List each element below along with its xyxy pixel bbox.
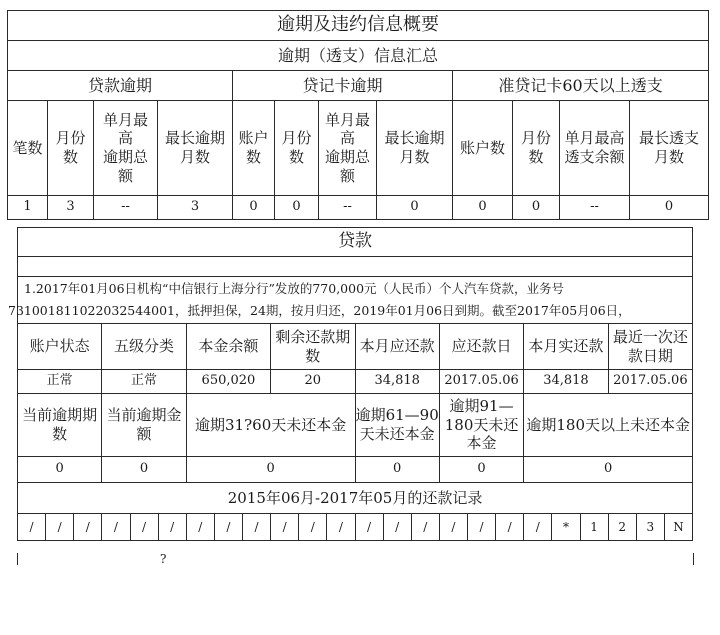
loan-header-cell: 剩余还款期数: [271, 324, 355, 370]
repayment-record-cell: 3: [636, 514, 664, 541]
summary-value-cell: --: [94, 196, 158, 220]
loan-header-cell: 账户状态: [18, 324, 102, 370]
overdue-value-cell: 0: [439, 457, 523, 483]
section-subtitle: 逾期（透支）信息汇总: [8, 41, 709, 71]
loan-value-cell: 正常: [102, 370, 186, 394]
overdue-header-cell: 逾期180天以上未还本金: [524, 394, 693, 457]
summary-header-cell: [453, 101, 513, 196]
header-line: 数: [62, 148, 78, 166]
header-line: 逾期总: [102, 148, 148, 166]
loan-value-cell: 2017.05.06: [608, 370, 693, 394]
repayment-record-cell: /: [411, 514, 439, 541]
repayment-record-cell: /: [46, 514, 74, 541]
table-continuation: [17, 553, 694, 565]
overdue-header-cell: 逾期91—180天未还本金: [439, 394, 523, 457]
overdue-value-cell: 0: [524, 457, 693, 483]
repayment-record-title: 2015年06月-2017年05月的还款记录: [18, 483, 693, 514]
repayment-record-cell: /: [74, 514, 102, 541]
group-loan-overdue: 贷款逾期: [8, 71, 233, 101]
header-line: 透支余额: [564, 148, 625, 166]
overdue-header-cell: 逾期31?60天未还本金: [186, 394, 355, 457]
stray-mark: ?: [160, 552, 167, 566]
summary-value-cell: 0: [513, 196, 560, 220]
repayment-record-cell: /: [271, 514, 299, 541]
group-credit-card-overdue: 贷记卡逾期: [233, 71, 453, 101]
header-line: 笔数: [12, 138, 43, 157]
summary-value-cell: 0: [233, 196, 275, 220]
section-title: 逾期及违约信息概要: [8, 11, 709, 41]
summary-value-cell: 3: [48, 196, 94, 220]
loan-value-cell: 2017.05.06: [439, 370, 523, 394]
overdue-value-cell: 0: [355, 457, 439, 483]
header-line: 最长逾期: [384, 129, 445, 148]
loan-value-cell: 34,818: [524, 370, 608, 394]
loan-title: 贷款: [18, 228, 693, 257]
repayment-record-cell: /: [355, 514, 383, 541]
overdue-value-cell: 0: [102, 457, 186, 483]
summary-value-cell: 3: [158, 196, 233, 220]
loan-header-cell: 本月应还款: [355, 324, 439, 370]
header-line: 月数: [179, 148, 210, 166]
overdue-header-cell: 逾期61—90天未还本金: [355, 394, 439, 457]
repayment-record-cell: /: [439, 514, 467, 541]
repayment-record-cell: /: [383, 514, 411, 541]
header-line: 单月最: [102, 110, 148, 129]
header-line: 月份: [281, 129, 312, 148]
repayment-record-cell: /: [327, 514, 355, 541]
header-line: 账户数: [459, 138, 505, 157]
summary-value-cell: --: [560, 196, 630, 220]
summary-value-cell: --: [319, 196, 377, 220]
overdue-summary-table: [7, 10, 709, 220]
summary-header-cell: [94, 101, 158, 196]
loan-value-cell: 正常: [18, 370, 102, 394]
summary-value-cell: 0: [275, 196, 319, 220]
header-line: 账户: [238, 129, 269, 148]
loan-header-cell: 五级分类: [102, 324, 186, 370]
blank-row: [18, 257, 693, 277]
loan-table: [8, 227, 693, 541]
loan-value-cell: 20: [271, 370, 355, 394]
summary-header-cell: [233, 101, 275, 196]
header-line: 数: [528, 148, 544, 166]
header-line: 额: [117, 166, 133, 185]
repayment-record-cell: /: [186, 514, 214, 541]
header-line: 高: [339, 129, 355, 148]
header-line: 月份: [55, 129, 86, 148]
repayment-record-cell: N: [664, 514, 692, 541]
summary-header-cell: [275, 101, 319, 196]
summary-header-cell: [319, 101, 377, 196]
overdue-value-cell: 0: [18, 457, 102, 483]
summary-header-cell: [630, 101, 709, 196]
summary-header-cell: [158, 101, 233, 196]
summary-header-cell: [560, 101, 630, 196]
repayment-record-cell: /: [18, 514, 46, 541]
overdue-header-cell: 当前逾期金额: [102, 394, 186, 457]
summary-value-cell: 0: [377, 196, 453, 220]
header-line: 最长透支: [639, 129, 700, 148]
summary-header-cell: [377, 101, 453, 196]
repayment-record-cell: /: [158, 514, 186, 541]
summary-value-cell: 0: [630, 196, 709, 220]
repayment-record-cell: 2: [608, 514, 636, 541]
loan-description: [8, 277, 693, 324]
header-line: 数: [288, 148, 304, 166]
repayment-record-cell: /: [468, 514, 496, 541]
repayment-record-cell: /: [524, 514, 552, 541]
loan-header-cell: 本月实还款: [524, 324, 608, 370]
overdue-value-cell: 0: [186, 457, 355, 483]
loan-value-cell: 34,818: [355, 370, 439, 394]
loan-description-line1: 1.2017年01月06日机构“中信银行上海分行”发放的770,000元（人民币）个人汽车贷款，业务号: [24, 281, 565, 296]
repayment-record-cell: /: [102, 514, 130, 541]
group-quasi-credit-card-overdraft: 准贷记卡60天以上透支: [453, 71, 709, 101]
header-line: 数: [245, 148, 261, 166]
repayment-record-cell: *: [552, 514, 580, 541]
header-line: 高: [117, 129, 133, 148]
repayment-record-cell: /: [243, 514, 271, 541]
overdue-header-cell: 当前逾期期数: [18, 394, 102, 457]
repayment-record-cell: 1: [580, 514, 608, 541]
repayment-record-cell: /: [130, 514, 158, 541]
header-line: 额: [339, 166, 355, 185]
summary-value-cell: 0: [453, 196, 513, 220]
header-line: 逾期总: [324, 148, 370, 166]
repayment-record-cell: /: [214, 514, 242, 541]
repayment-record-cell: /: [299, 514, 327, 541]
summary-header-cell: [48, 101, 94, 196]
header-line: 最长逾期: [164, 129, 225, 148]
summary-header-cell: [513, 101, 560, 196]
header-line: 月份: [520, 129, 551, 148]
header-line: 月数: [399, 148, 430, 166]
summary-header-cell: [8, 101, 48, 196]
header-line: 单月最高: [564, 129, 625, 148]
loan-value-cell: 650,020: [186, 370, 270, 394]
loan-header-cell: 应还款日: [439, 324, 523, 370]
repayment-record-cell: /: [496, 514, 524, 541]
summary-value-cell: 1: [8, 196, 48, 220]
loan-header-cell: 本金余额: [186, 324, 270, 370]
loan-header-cell: 最近一次还款日期: [608, 324, 693, 370]
header-line: 单月最: [324, 110, 370, 129]
loan-description-line2: 73100181102203254400​1，抵押担保，24期，按月归还，2019年01月06日到期。截至2017年05月06日，: [8, 303, 631, 318]
header-line: 月数: [654, 148, 685, 166]
